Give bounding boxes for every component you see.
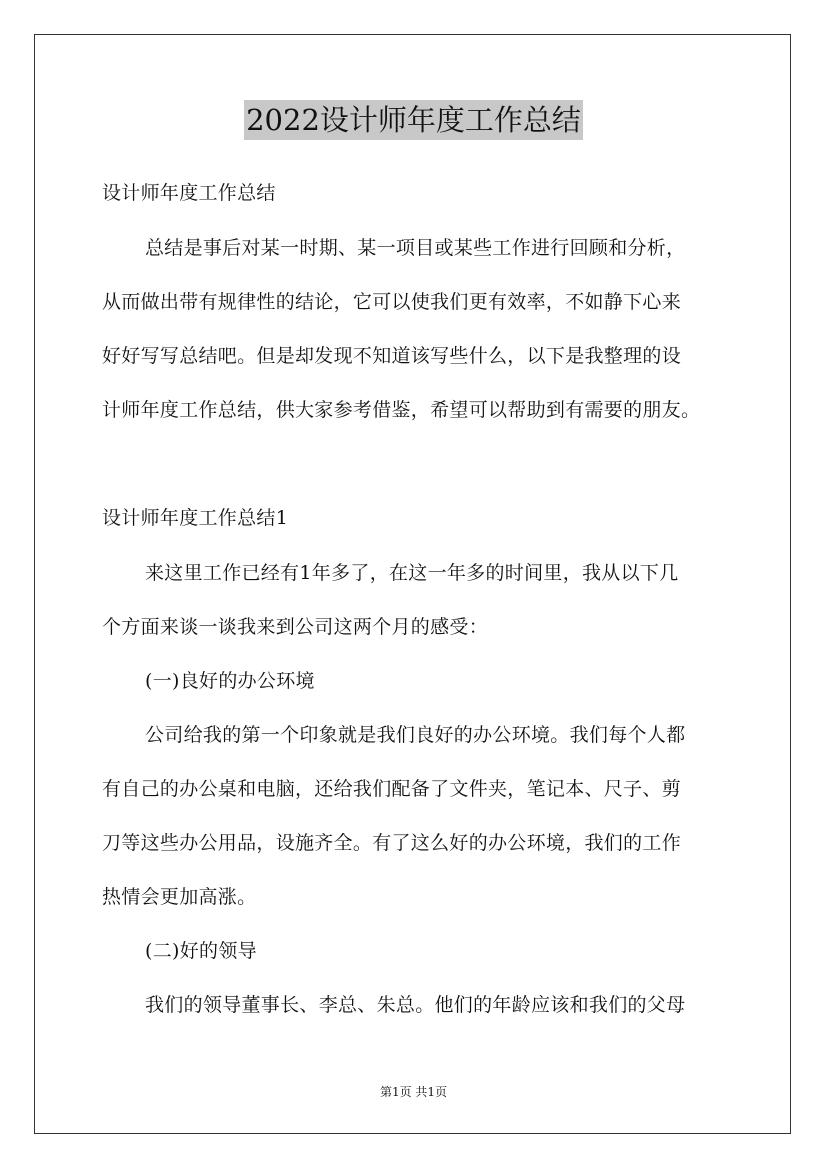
title-container <box>0 100 827 140</box>
subsection-heading: (一)良好的办公环境 <box>145 670 315 692</box>
section-heading: 设计师年度工作总结1 <box>102 507 289 529</box>
paragraph-line: 计师年度工作总结，供大家参考借鉴，希望可以帮助到有需要的朋友。 <box>102 399 701 421</box>
section-heading: 设计师年度工作总结 <box>102 182 276 204</box>
paragraph-line: 热情会更加高涨。 <box>102 886 257 908</box>
page-footer: 第1页 共1页 <box>379 1085 448 1099</box>
subsection-heading: (二)好的领导 <box>145 940 257 962</box>
paragraph-line: 我们的领导董事长、李总、朱总。他们的年龄应该和我们的父母 <box>145 994 686 1016</box>
paragraph-line: 来这里工作已经有1年多了，在这一年多的时间里，我从以下几 <box>145 562 679 584</box>
paragraph-line: 刀等这些办公用品，设施齐全。有了这么好的办公环境，我们的工作 <box>102 832 682 854</box>
paragraph-line: 公司给我的第一个印象就是我们良好的办公环境。我们每个人都 <box>145 724 686 746</box>
paragraph-line: 好好写写总结吧。但是却发现不知道该写些什么，以下是我整理的设 <box>102 345 682 367</box>
paragraph-line: 有自己的办公桌和电脑，还给我们配备了文件夹，笔记本、尺子、剪 <box>102 778 682 800</box>
paragraph-line: 个方面来谈一谈我来到公司这两个月的感受： <box>102 616 489 638</box>
paragraph-line: 从而做出带有规律性的结论，它可以使我们更有效率，不如静下心来 <box>102 291 682 313</box>
document-title: 2022设计师年度工作总结 <box>244 100 583 140</box>
paragraph-line: 总结是事后对某一时期、某一项目或某些工作进行回顾和分析， <box>145 237 686 259</box>
